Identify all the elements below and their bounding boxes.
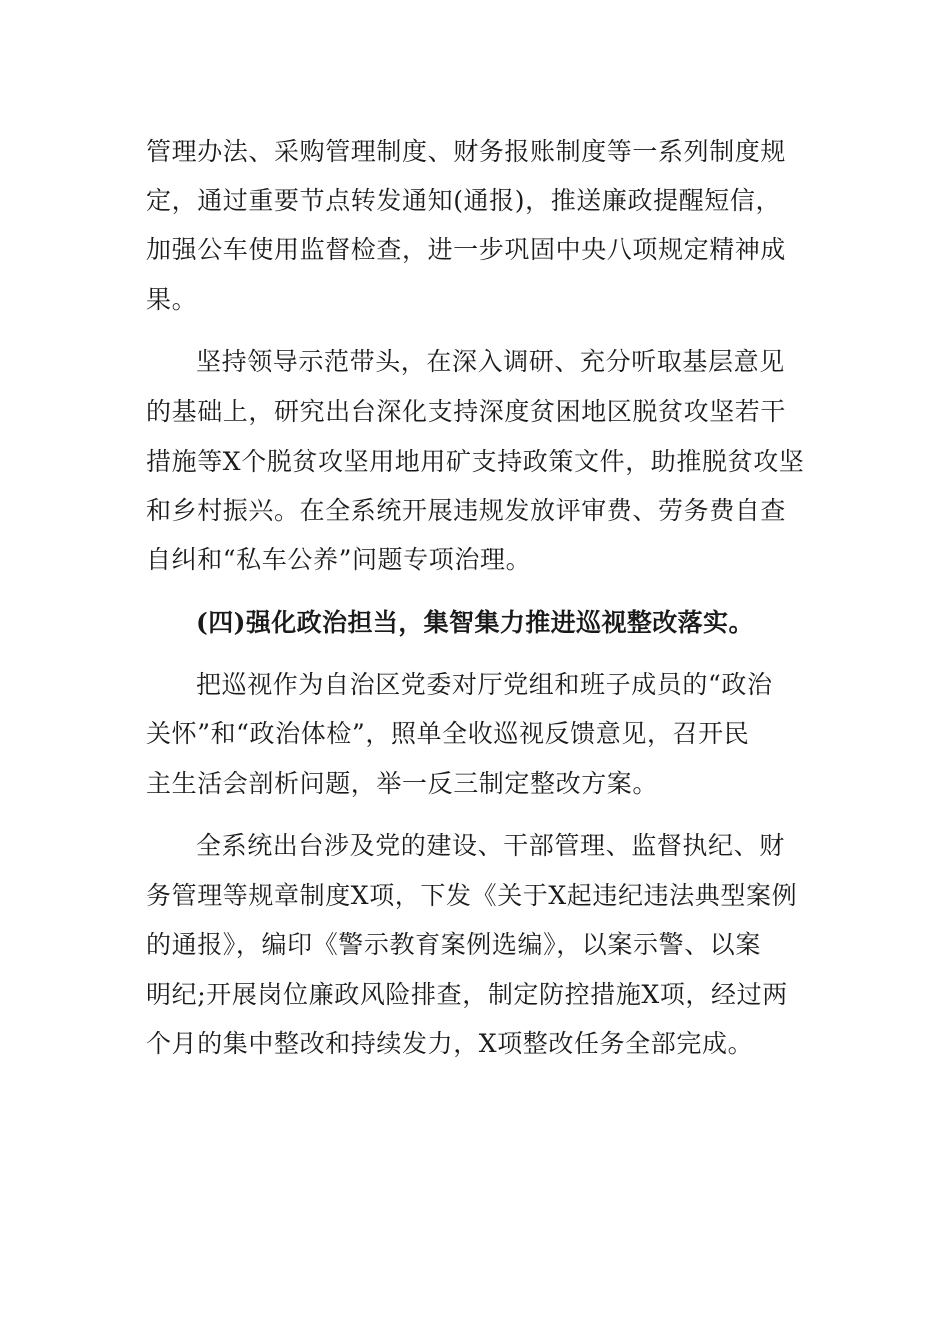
paragraph-line: 果。 [146, 285, 198, 314]
paragraph-line: 加强公车使用监督检查，进一步巩固中央八项规定精神成 [146, 235, 787, 264]
paragraph-line: 的通报》，编印《警示教育案例选编》，以案示警、以案 [146, 930, 762, 959]
paragraph-line: 定，通过重要节点转发通知(通报)，推送廉政提醒短信， [146, 186, 782, 215]
paragraph-line: 自纠和“私车公养”问题专项治理。 [146, 545, 532, 574]
paragraph-line: 把巡视作为自治区党委对厅党组和班子成员的“政治 [196, 670, 773, 699]
paragraph-line: 个月的集中整改和持续发力，X项整改任务全部完成。 [146, 1029, 754, 1058]
paragraph-line: 措施等X个脱贫攻坚用地用矿支持政策文件，助推脱贫攻坚 [146, 447, 805, 476]
paragraph-line: 主生活会剖析问题，举一反三制定整改方案。 [146, 769, 659, 798]
paragraph-line: 务管理等规章制度X项，下发《关于X起违纪违法典型案例 [146, 881, 798, 910]
paragraph-line: 的基础上，研究出台深化支持深度贫困地区脱贫攻坚若干 [146, 397, 787, 426]
paragraph-line: 全系统出台涉及党的建设、干部管理、监督执纪、财 [196, 831, 785, 860]
paragraph-line: 管理办法、采购管理制度、财务报账制度等一系列制度规 [146, 137, 787, 166]
paragraph-line: 明纪;开展岗位廉政风险排查，制定防控措施X项，经过两 [146, 980, 788, 1009]
paragraph-line: 坚持领导示范带头，在深入调研、充分听取基层意见 [196, 347, 785, 376]
section-heading: (四)强化政治担当，集智集力推进巡视整改落实。 [196, 608, 754, 637]
paragraph-line: 和乡村振兴。在全系统开展违规发放评审费、劳务费自查 [146, 496, 787, 525]
paragraph-line: 关怀”和“政治体检”，照单全收巡视反馈意见，召开民 [146, 719, 750, 748]
